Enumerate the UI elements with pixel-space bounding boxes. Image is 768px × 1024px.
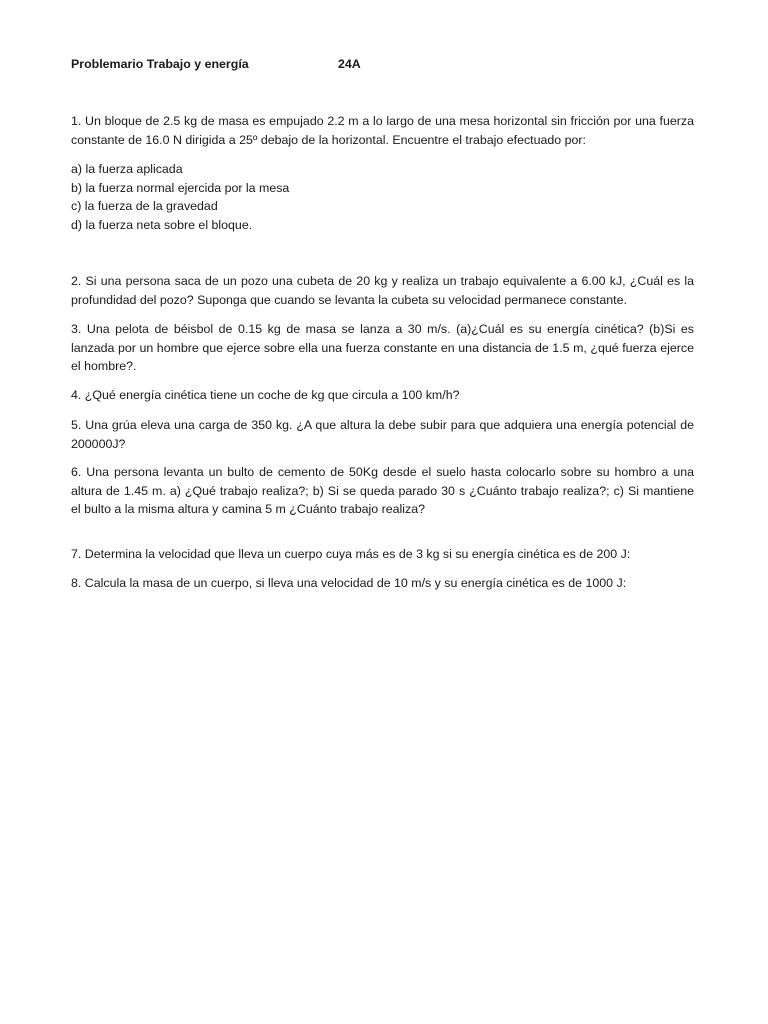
option-b: b) la fuerza normal ejercida por la mesa	[71, 180, 290, 195]
option-d: d) la fuerza neta sobre el bloque.	[71, 217, 253, 232]
document-title: Problemario Trabajo y energía	[71, 57, 249, 71]
option-a: a) la fuerza aplicada	[71, 162, 183, 176]
problem-1-text: 1. Un bloque de 2.5 kg de masa es empujado 2.2 m a lo largo de una mesa horizontal sin fricción por una fuerza constante de 16.0 N dirigida a 25º debajo de la horizontal. Encuentre el trabajo efectuado por:	[71, 114, 694, 147]
problem-1-options	[71, 160, 694, 234]
problem-2	[71, 272, 694, 309]
problem-5	[71, 416, 694, 453]
problem-6	[71, 463, 694, 519]
problem-7-text: 7. Determina la velocidad que lleva un cuerpo cuya más es de 3 kg si su energía cinética es de 200 J:	[71, 547, 631, 561]
problem-4	[71, 386, 694, 405]
option-c: c) la fuerza de la gravedad	[71, 199, 218, 214]
problem-7	[71, 545, 694, 564]
problem-2-text: 2. Si una persona saca de un pozo una cubeta de 20 kg y realiza un trabajo equivalente a 6.00 kJ, ¿Cuál es la profundidad del pozo? Suponga que cuando se levanta la cubeta su velocidad permanece constante.	[71, 274, 694, 307]
problem-3-text: 3. Una pelota de béisbol de 0.15 kg de masa se lanza a 30 m/s. (a)¿Cuál es su energía cinética? (b)Si es lanzada por un hombre que ejerce sobre ella una fuerza constante en una distancia de 1.5 m, ¿qué fuerza ejerce el hombre?.	[71, 322, 694, 374]
problem-8-text: 8. Calcula la masa de un cuerpo, si lleva una velocidad de 10 m/s y su energía cinética es de 1000 J:	[71, 576, 627, 590]
problem-4-text: 4. ¿Qué energía cinética tiene un coche de kg que circula a 100 km/h?	[71, 388, 460, 402]
document-code: 24A	[338, 57, 361, 71]
problem-1	[71, 112, 694, 149]
problem-3	[71, 320, 694, 376]
document-header	[71, 55, 711, 74]
problem-5-text: 5. Una grúa eleva una carga de 350 kg. ¿A que altura la debe subir para que adquiera una energía potencial de 200000J?	[71, 418, 694, 451]
problem-6-text: 6. Una persona levanta un bulto de cemento de 50Kg desde el suelo hasta colocarlo sobre su hombro a una altura de 1.45 m. a) ¿Qué trabajo realiza?; b) Si se queda parado 30 s ¿Cuánto trabajo realiza?; c) Si mantiene el bulto a la misma altura y camina 5 m ¿Cuánto trabajo realiza?	[71, 465, 694, 517]
problem-8	[71, 574, 694, 593]
